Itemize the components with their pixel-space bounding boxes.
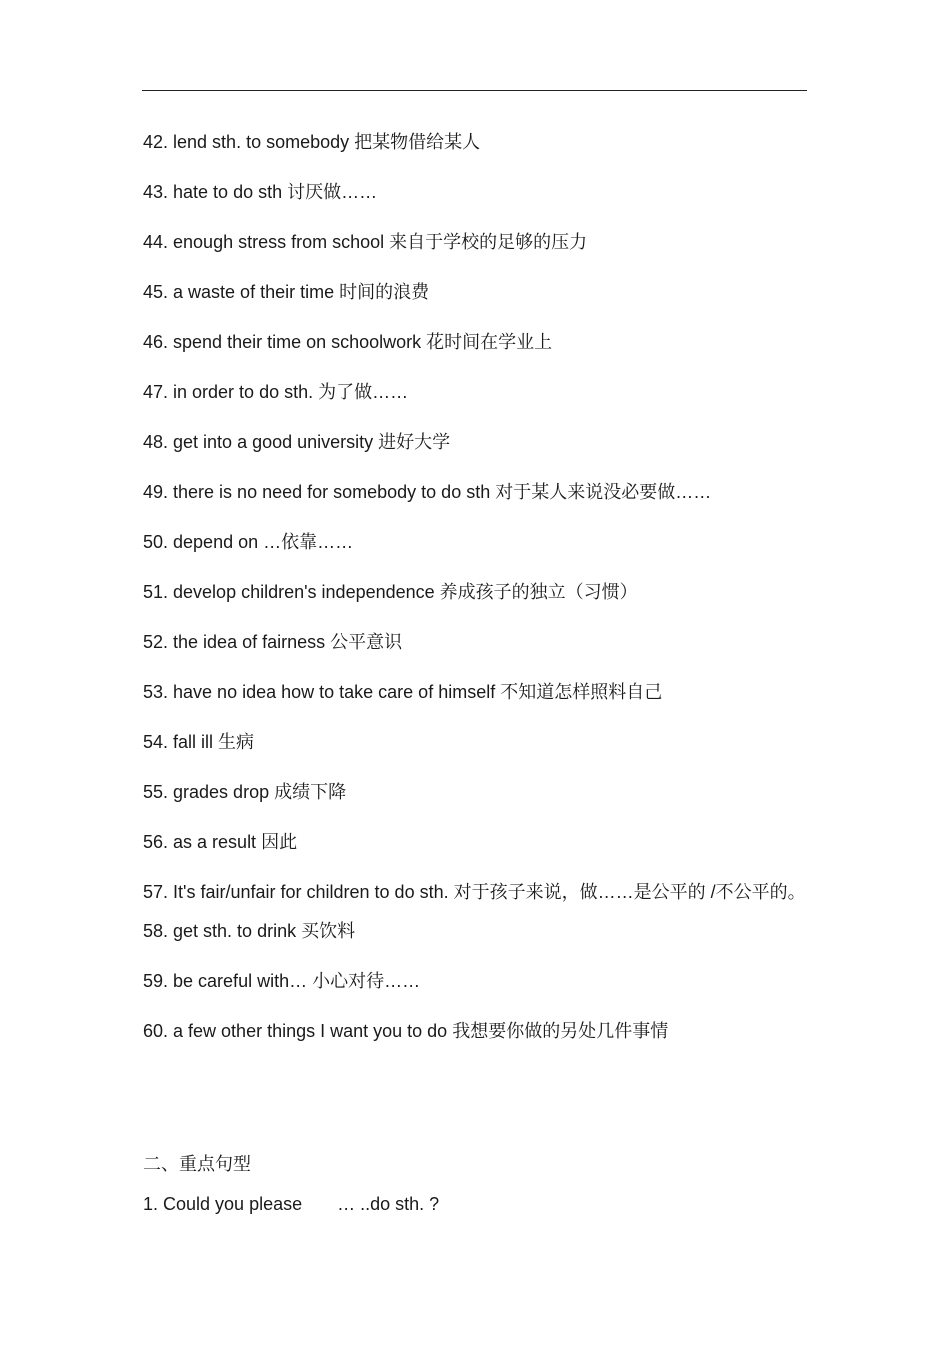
list-item: 48. get into a good university 进好大学 [143, 432, 451, 452]
list-item: 52. the idea of fairness 公平意识 [143, 632, 403, 652]
list-item: 57. It's fair/unfair for children to do sth. 对于孩子来说，做……是公平的 /不公平的。 [143, 882, 806, 902]
sentence-pattern: 1. Could you please … ..do sth. ? [143, 1194, 440, 1214]
list-item: 53. have no idea how to take care of himself 不知道怎样照料自己 [143, 682, 663, 702]
list-item: 51. develop children's independence 养成孩子的独立（习惯） [143, 582, 638, 602]
list-item: 56. as a result 因此 [143, 832, 298, 852]
header-rule [142, 90, 807, 91]
section-title: 二、重点句型 [143, 1154, 251, 1174]
list-item: 45. a waste of their time 时间的浪费 [143, 282, 430, 302]
list-item: 44. enough stress from school 来自于学校的足够的压力 [143, 232, 588, 252]
list-item: 58. get sth. to drink 买饮料 [143, 921, 356, 941]
list-item: 47. in order to do sth. 为了做…… [143, 382, 409, 402]
list-item: 49. there is no need for somebody to do sth 对于某人来说没必要做…… [143, 482, 712, 502]
phrase-list [143, 130, 808, 1069]
list-item: 55. grades drop 成绩下降 [143, 782, 347, 802]
list-item: 59. be careful with… 小心对待…… [143, 971, 421, 991]
list-item: 46. spend their time on schoolwork 花时间在学业上 [143, 332, 553, 352]
list-item: 50. depend on …依靠…… [143, 532, 354, 552]
list-item: 42. lend sth. to somebody 把某物借给某人 [143, 132, 481, 152]
list-item: 54. fall ill 生病 [143, 732, 255, 752]
list-item: 60. a few other things I want you to do 我想要你做的另处几件事情 [143, 1021, 669, 1041]
list-item: 43. hate to do sth 讨厌做…… [143, 182, 378, 202]
